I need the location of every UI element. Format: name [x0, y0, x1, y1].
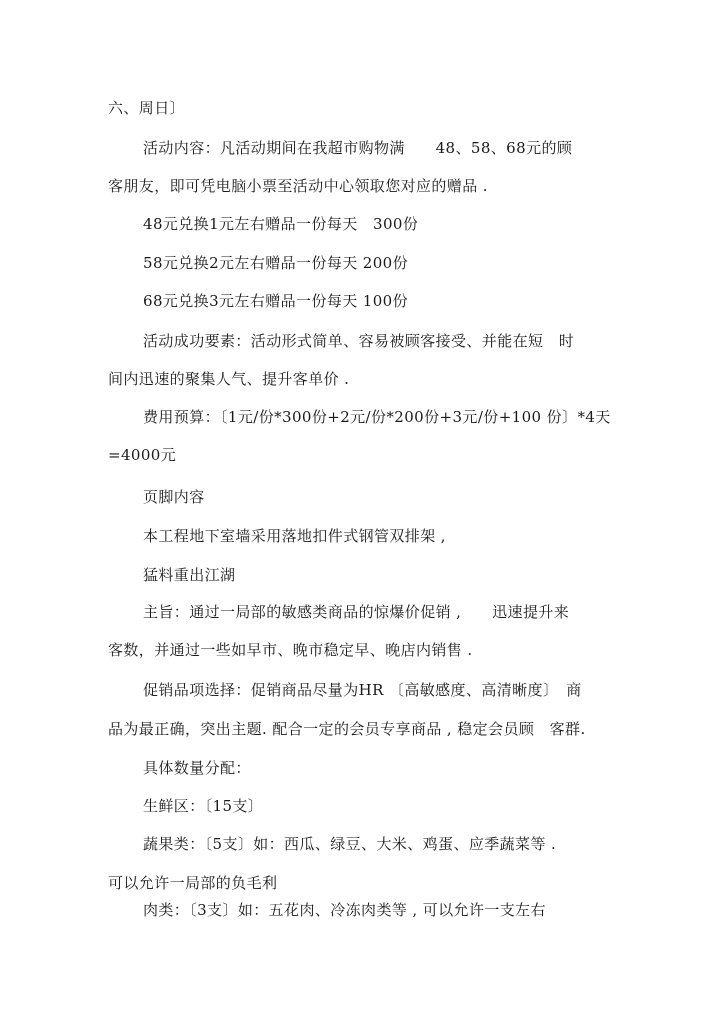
activity-content-paragraph-line: 客朋友，即可凭电脑小票至活动中心领取您对应的赠品 . [108, 177, 488, 195]
budget-paragraph-line: =4000元 [108, 446, 177, 464]
activity-content-paragraph-line: 活动内容：凡活动期间在我超市购物满 48、58、68元的顾 [143, 139, 573, 157]
item-selection-paragraph-line: 品为最正确，突出主题. 配合一定的会员专享商品 , 稳定会员顾 客群. [108, 720, 586, 738]
item-selection-paragraph-line: 促销品项选择：促销商品尽量为HR 〔高敏感度、高清晰度〕 商 [143, 681, 582, 699]
redemption-tier-line: 68元兑换3元左右赠品一份每天 100份 [143, 292, 409, 310]
redemption-tier-line: 58元兑换2元左右赠品一份每天 200份 [143, 254, 409, 272]
quantity-allocation-heading: 具体数量分配： [143, 759, 251, 777]
redemption-tier-line: 48元兑换1元左右赠品一份每天 300份 [143, 215, 419, 233]
section-heading: 六、周日〕 [108, 99, 186, 117]
purpose-paragraph-line: 客数，并通过一些如早市、晚市稳定早、晚店内销售 . [108, 641, 473, 659]
produce-line: 可以允许一局部的负毛利 [108, 874, 278, 892]
budget-paragraph-line: 费用预算：〔1元/份*300份+2元/份*200份+3元/份+100 份〕*4天 [143, 408, 611, 426]
success-factors-paragraph-line: 活动成功要素：活动形式简单、容易被顾客接受、并能在短 时 [143, 332, 575, 350]
footer-content-label: 页脚内容 [143, 488, 205, 506]
purpose-paragraph-line: 主旨：通过一局部的敏感类商品的惊爆价促销 , 迅速提升来 [143, 603, 570, 621]
produce-line: 蔬果类：〔5支〕如：西瓜、绿豆、大米、鸡蛋、应季蔬菜等 . [143, 835, 557, 853]
success-factors-paragraph-line: 间内迅速的聚集人气、提升客单价 . [108, 370, 350, 388]
fresh-zone-line: 生鲜区：〔15支〕 [143, 797, 264, 815]
project-note-line: 本工程地下室墙采用落地扣件式钢管双排架 , [143, 527, 446, 545]
subsection-heading: 猛料重出江湖 [143, 566, 236, 584]
meat-line: 肉类：〔3支〕如：五花肉、冷冻肉类等 , 可以允许一支左右 [143, 901, 546, 919]
